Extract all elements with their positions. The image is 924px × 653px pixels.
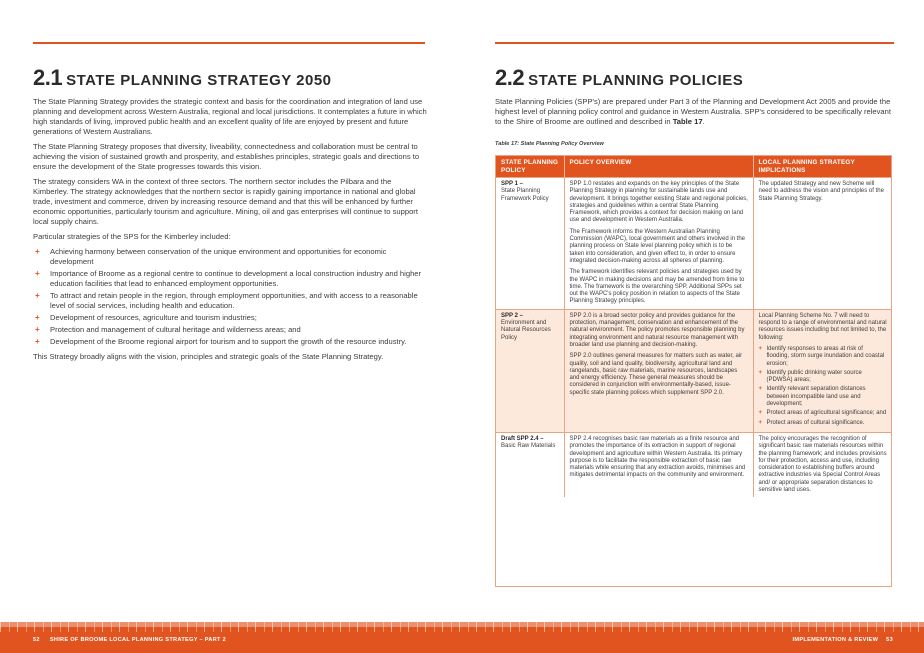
plus-bullet-icon: + xyxy=(35,325,40,334)
footer-section-title: IMPLEMENTATION & REVIEW xyxy=(792,637,879,643)
list-item: + Identify public drinking water source (PDWSA) areas; xyxy=(758,369,862,384)
page-number: 52 xyxy=(33,637,40,643)
policy-cell xyxy=(496,309,564,432)
implications-cell: The policy encourages the recognition of significant basic raw materials resources within the planning framework; and includes provisions for their protection, access and use, including consideration to establishing buffers around extractive industries via Special Control Areas and/ or appropriate separation distances to sensitive land uses. xyxy=(753,432,891,497)
policy-code: SPP 2 – xyxy=(501,312,523,319)
overview-cell: SPP 2.0 is a broad sector policy and provides guidance for the protection, management, conservation and enhancement of the natural environment. The policy promotes responsible planning by integrating environment and natural resource management with broader land use planning and decision-making. SPP 2.0 outlines general measures for matters such as water, air quality, soil and land quality, biodiversity, agricultural land and rangelands, basic raw materials, marine resources, landscapes and energy efficiency. These general measures should be considered in conjunction with environmentally-based, issue-specific state planning polices which supplement SPP 2.0. xyxy=(564,309,753,432)
policy-cell xyxy=(496,178,564,310)
plus-bullet-icon: + xyxy=(35,291,40,300)
kimberley-strategies-list xyxy=(33,247,428,347)
implications-list xyxy=(759,346,888,427)
policy-table xyxy=(495,155,892,587)
section-title: STATE PLANNING STRATEGY 2050 xyxy=(66,72,332,89)
paragraph: The strategy considers WA in the context of three sectors. The northern sector includes the Pilbara and the Kimberley. The strategy acknowledges that the northern sector is rapidly gaining importance in national and global trade, investment and commerce, driven by increasing resource demand and that this will be enhanced by further economic opportunities, particularly tourism and agriculture. Mining, oil and gas enterprises will continue to support local supply chains. xyxy=(33,177,418,226)
list-item: + Development of the Broome regional airport for tourism and to support the growth of the resource industry. xyxy=(35,337,407,346)
section-number: 2.1 xyxy=(33,65,63,90)
section-number: 2.2 xyxy=(495,65,525,90)
overview-cell: SPP 1.0 restates and expands on the key principles of the State Planning Strategy in planning for sustainable lands use and development. It brings together existing State and regional policies, strategies and guidelines within a central State Planning Framework, which provides a context for decision making on land use and development in Western Australia. The Framework informs the Western Australian Planning Commission (WAPC), local government and others involved in the planning process on State level planning policy which is to be taken into consideration, and given effect to, in order to ensure integrated decision-making across all spheres of planning. The framework identifies relevant policies and strategies used by the WAPC in making decisions and may be amended from time to time. The framework is the overarching SPP. Additional SPPs set out the WAPC's policy position in relation to aspects of the State Planning Strategy principles. xyxy=(564,178,753,310)
list-item: + Development of resources, agriculture and tourism industries; xyxy=(35,313,257,322)
list-item: + To attract and retain people in the region, through employment opportunities, and with access to a reasonable level of social services, including health and education. xyxy=(35,291,418,310)
footer-left xyxy=(33,637,226,643)
section-heading-2-1 xyxy=(33,56,332,93)
column-header: POLICY OVERVIEW xyxy=(564,156,753,178)
section-title: STATE PLANNING POLICIES xyxy=(528,72,744,89)
right-page xyxy=(462,0,924,653)
paragraph: The State Planning Strategy proposes that diversity, liveability, connectedness and collaboration must be central to achieving the vision of sustained growth and prosperity, and establishes principles, strategic goals and directions to ensure the development of the State progresses towards this vision. xyxy=(33,142,420,171)
list-item: + Achieving harmony between conservation of the unique environment and opportunities for economic development xyxy=(35,247,387,266)
policy-name: Basic Raw Materials xyxy=(501,443,556,450)
intro-paragraph: State Planning Policies (SPP's) are prepared under Part 3 of the Planning and Development Act 2005 and provide the highest level of planning policy control and guidance in Western Australia. SPP's considered to be specifically relevant to the Shire of Broome are outlined and described in Table 17. xyxy=(495,97,891,126)
table-row xyxy=(496,178,891,310)
footer-right xyxy=(793,637,893,643)
plus-bullet-icon: + xyxy=(758,386,763,393)
list-item: + Protect areas of agricultural significance; and xyxy=(758,410,887,417)
plus-bullet-icon: + xyxy=(35,247,40,256)
top-rule xyxy=(495,42,894,44)
list-item: + Identify responses to areas at risk of flooding, storm surge inundation and coastal erosion; xyxy=(758,345,885,367)
policy-cell xyxy=(496,432,564,497)
footer-document-title: SHIRE OF BROOME LOCAL PLANNING STRATEGY – PART 2 xyxy=(49,637,227,643)
page-number: 53 xyxy=(886,637,893,643)
left-body xyxy=(33,97,428,367)
implications-cell: The updated Strategy and new Scheme will need to address the vision and principles of the State Planning Strategy. xyxy=(753,178,891,310)
policy-name: State Planning Framework Policy xyxy=(501,188,549,202)
plus-bullet-icon: + xyxy=(758,369,763,376)
table-header-row xyxy=(496,156,891,178)
policy-name: Environment and Natural Resources Policy xyxy=(501,320,551,341)
footer-bar xyxy=(0,622,924,653)
paragraph: Particular strategies of the SPS for the Kimberley included: xyxy=(33,232,231,241)
policy-code: Draft SPP 2.4 – xyxy=(501,435,544,442)
plus-bullet-icon: + xyxy=(758,419,763,426)
plus-bullet-icon: + xyxy=(35,337,40,346)
footer-texture xyxy=(0,622,924,627)
table-reference-link[interactable]: Table 17 xyxy=(672,117,703,126)
column-header: LOCAL PLANNING STRATEGY IMPLICATIONS xyxy=(753,156,891,178)
list-item: + Identify relevant separation distances between incompatible land use and development; xyxy=(758,386,866,408)
list-item: + Protect areas of cultural significance. xyxy=(758,419,865,426)
list-item: + Importance of Broome as a regional centre to continue to development a local construction industry and higher education facilities that lead to enhanced employment opportunities. xyxy=(35,269,422,288)
section-heading-2-2 xyxy=(495,56,743,93)
policy-code: SPP 1 – xyxy=(501,181,523,187)
plus-bullet-icon: + xyxy=(758,410,763,417)
plus-bullet-icon: + xyxy=(758,345,763,352)
overview-cell: SPP 2.4 recognises basic raw materials as a finite resource and promotes the importance of its extraction in support of regional development and agriculture within Western Australia. Its primary purpose is to facilitate the responsible extraction of basic raw materials while ensuring that any extraction avoids, minimises and mitigates detrimental impacts on the community and environment. xyxy=(564,432,753,497)
top-rule xyxy=(33,42,425,44)
table-row xyxy=(496,432,891,497)
table-row xyxy=(496,309,891,432)
plus-bullet-icon: + xyxy=(35,269,40,278)
implications-cell: Local Planning Scheme No. 7 will need to respond to a range of environmental and natural resources issues including but not limited to, the following: + Identify responses to areas at risk of flooding, storm surge inundation and coastal erosion; + Identify public drinking water source (PDWSA) areas; + Identify relevant separation distances between incompatible land use and development; + Protect areas of agricultural significance; and + Protect areas of cultural significance. xyxy=(753,309,891,432)
list-item: + Protection and management of cultural heritage and wilderness areas; and xyxy=(35,325,301,334)
paragraph: The State Planning Strategy provides the strategic context and basis for the coordination and integration of land use planning and development across Western Australia, regional and local jurisdictions. It contemplates a future in which high standards of living, improved public health and an excellent quality of life are enjoyed by present and future generations of Western Australians. xyxy=(33,97,427,136)
plus-bullet-icon: + xyxy=(35,313,40,322)
column-header: STATE PLANNING POLICY xyxy=(496,156,564,178)
closing-paragraph: This Strategy broadly aligns with the vision, principles and strategic goals of the State Planning Strategy. xyxy=(33,352,384,361)
table-caption: Table 17: State Planning Policy Overview xyxy=(495,141,604,147)
